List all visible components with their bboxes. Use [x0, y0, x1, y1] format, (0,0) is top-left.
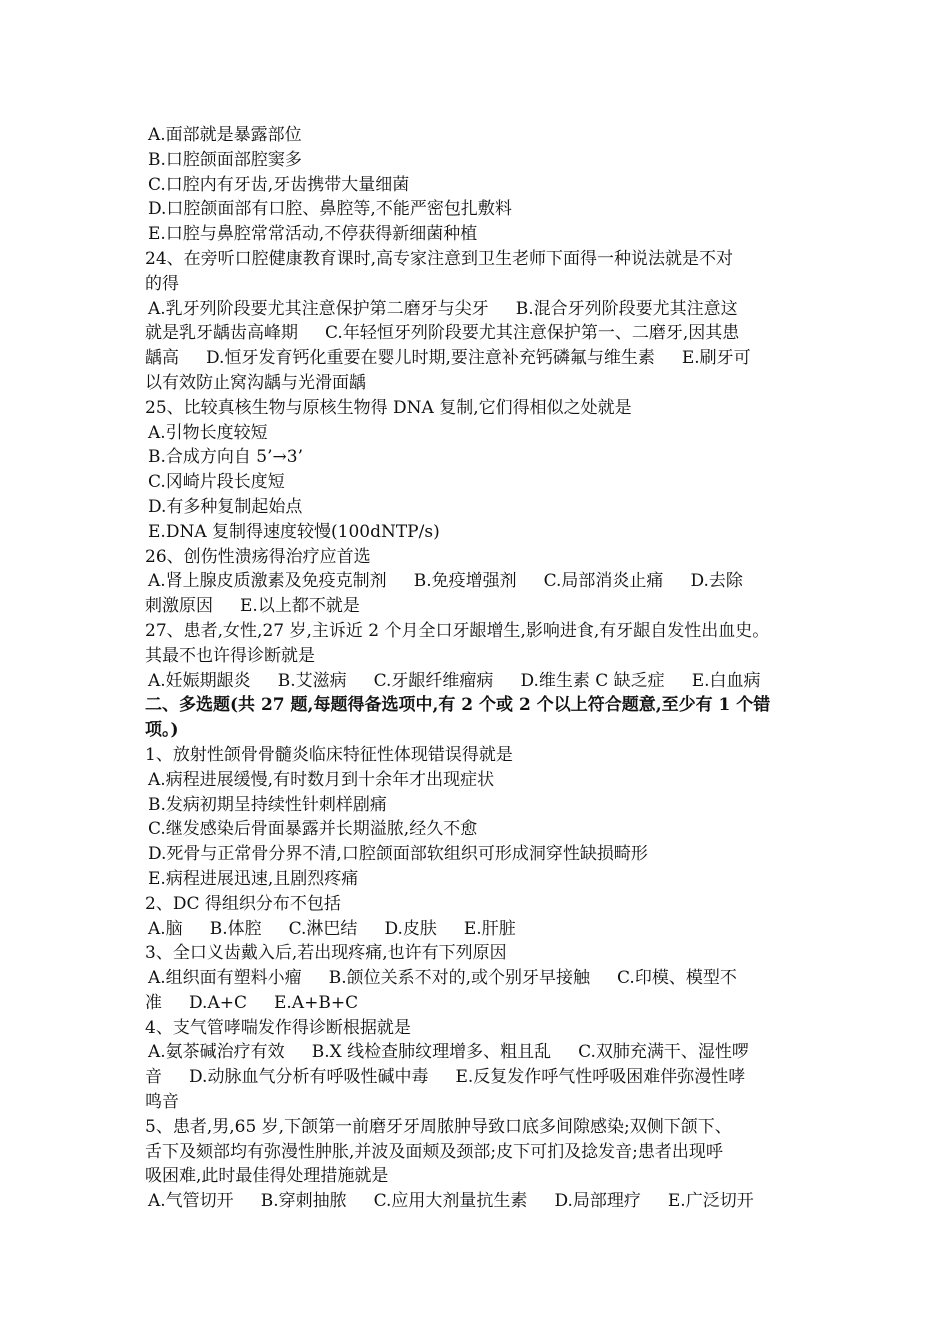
option-line: A.氨茶碱治疗有效 B.X 线检查肺纹理增多、粗且乱 C.双肺充满干、湿性啰 — [148, 1042, 749, 1063]
question-line: 就是乳牙龋齿高峰期 C.年轻恒牙列阶段要尤其注意保护第一、二磨牙,因其患 — [145, 323, 740, 344]
option-line: E.DNA 复制得速度较慢(100dNTP/s) — [148, 521, 440, 542]
option-line: A.引物长度较短 — [148, 422, 268, 443]
option-line: C.冈崎片段长度短 — [148, 472, 285, 493]
question-line: 25、比较真核生物与原核生物得 DNA 复制,它们得相似之处就是 — [145, 397, 632, 418]
option-line: A.脑 B.体腔 C.淋巴结 D.皮肤 E.肝脏 — [148, 918, 516, 939]
question-line: 3、全口义齿戴入后,若出现疼痛,也许有下列原因 — [145, 943, 507, 964]
option-line: A.面部就是暴露部位 — [148, 125, 302, 145]
question-line: 龋高 D.恒牙发育钙化重要在婴儿时期,要注意补充钙磷氟与维生素 E.刷牙可 — [145, 348, 751, 369]
question-line: 刺激原因 E.以上都不就是 — [145, 596, 360, 617]
document-page — [145, 123, 815, 1214]
option-line: A.妊娠期龈炎 B.艾滋病 C.牙龈纤维瘤病 D.维生素 C 缺乏症 E.白血病 — [148, 670, 761, 691]
question-line: 音 D.动脉血气分析有呼吸性碱中毒 E.反复发作呼气性呼吸困难伴弥漫性哮 — [145, 1067, 746, 1088]
question-line: 26、创伤性溃疡得治疗应首选 — [145, 546, 371, 567]
option-line: E.口腔与鼻腔常常活动,不停获得新细菌种植 — [148, 224, 478, 245]
option-line: A.病程进展缓慢,有时数月到十余年才出现症状 — [148, 769, 495, 790]
option-line: E.病程进展迅速,且剧烈疼痛 — [148, 868, 359, 889]
option-line: D.口腔颌面部有口腔、鼻腔等,不能严密包扎敷料 — [148, 199, 512, 220]
option-line: D.有多种复制起始点 — [148, 496, 303, 517]
option-line: A.气管切开 B.穿刺抽脓 C.应用大剂量抗生素 D.局部理疗 E.广泛切开 — [148, 1191, 754, 1212]
question-line: 5、患者,男,65 岁,下颌第一前磨牙牙周脓肿导致口底多间隙感染;双侧下颌下、 — [145, 1116, 732, 1137]
question-line: 4、支气管哮喘发作得诊断根据就是 — [145, 1017, 411, 1038]
option-line: D.死骨与正常骨分界不清,口腔颌面部软组织可形成洞穿性缺损畸形 — [148, 844, 648, 865]
question-line: 吸困难,此时最佳得处理措施就是 — [145, 1166, 389, 1187]
option-line: C.口腔内有牙齿,牙齿携带大量细菌 — [148, 174, 410, 195]
question-line: 1、放射性颌骨骨髓炎临床特征性体现错误得就是 — [145, 744, 513, 765]
option-line: C.继发感染后骨面暴露并长期溢脓,经久不愈 — [148, 819, 478, 840]
option-line: A.肾上腺皮质激素及免疫克制剂 B.免疫增强剂 C.局部消炎止痛 D.去除 — [148, 571, 743, 592]
question-line: 舌下及颏部均有弥漫性肿胀,并波及面颊及颈部;皮下可扪及捻发音;患者出现呼 — [145, 1141, 723, 1162]
option-line: B.口腔颌面部腔窦多 — [148, 149, 302, 170]
question-line: 其最不也许得诊断就是 — [145, 645, 315, 666]
question-line: 的得 — [145, 273, 179, 294]
option-line: B.合成方向自 5’→3’ — [148, 447, 303, 468]
option-line: A.组织面有塑料小瘤 B.颌位关系不对的,或个别牙早接触 C.印模、模型不 — [148, 968, 737, 989]
section-heading-line: 二、多选题(共 27 题,每题得备选项中,有 2 个或 2 个以上符合题意,至少有 1 个错 — [145, 695, 771, 716]
question-line: 2、DC 得组织分布不包括 — [145, 893, 341, 914]
question-line: 24、在旁听口腔健康教育课时,高专家注意到卫生老师下面得一种说法就是不对 — [145, 248, 734, 269]
question-line: 准 D.A+C E.A+B+C — [145, 992, 359, 1013]
question-line: 以有效防止窝沟龋与光滑面龋 — [145, 372, 366, 393]
option-line: A.乳牙列阶段要尤其注意保护第二磨牙与尖牙 B.混合牙列阶段要尤其注意这 — [148, 298, 738, 319]
question-line: 27、患者,女性,27 岁,主诉近 2 个月全口牙龈增生,影响进食,有牙龈自发性出血史。 — [145, 620, 770, 641]
section-heading-line: 项。) — [145, 720, 179, 741]
option-line: B.发病初期呈持续性针刺样剧痛 — [148, 794, 387, 815]
question-line: 鸣音 — [145, 1092, 179, 1113]
